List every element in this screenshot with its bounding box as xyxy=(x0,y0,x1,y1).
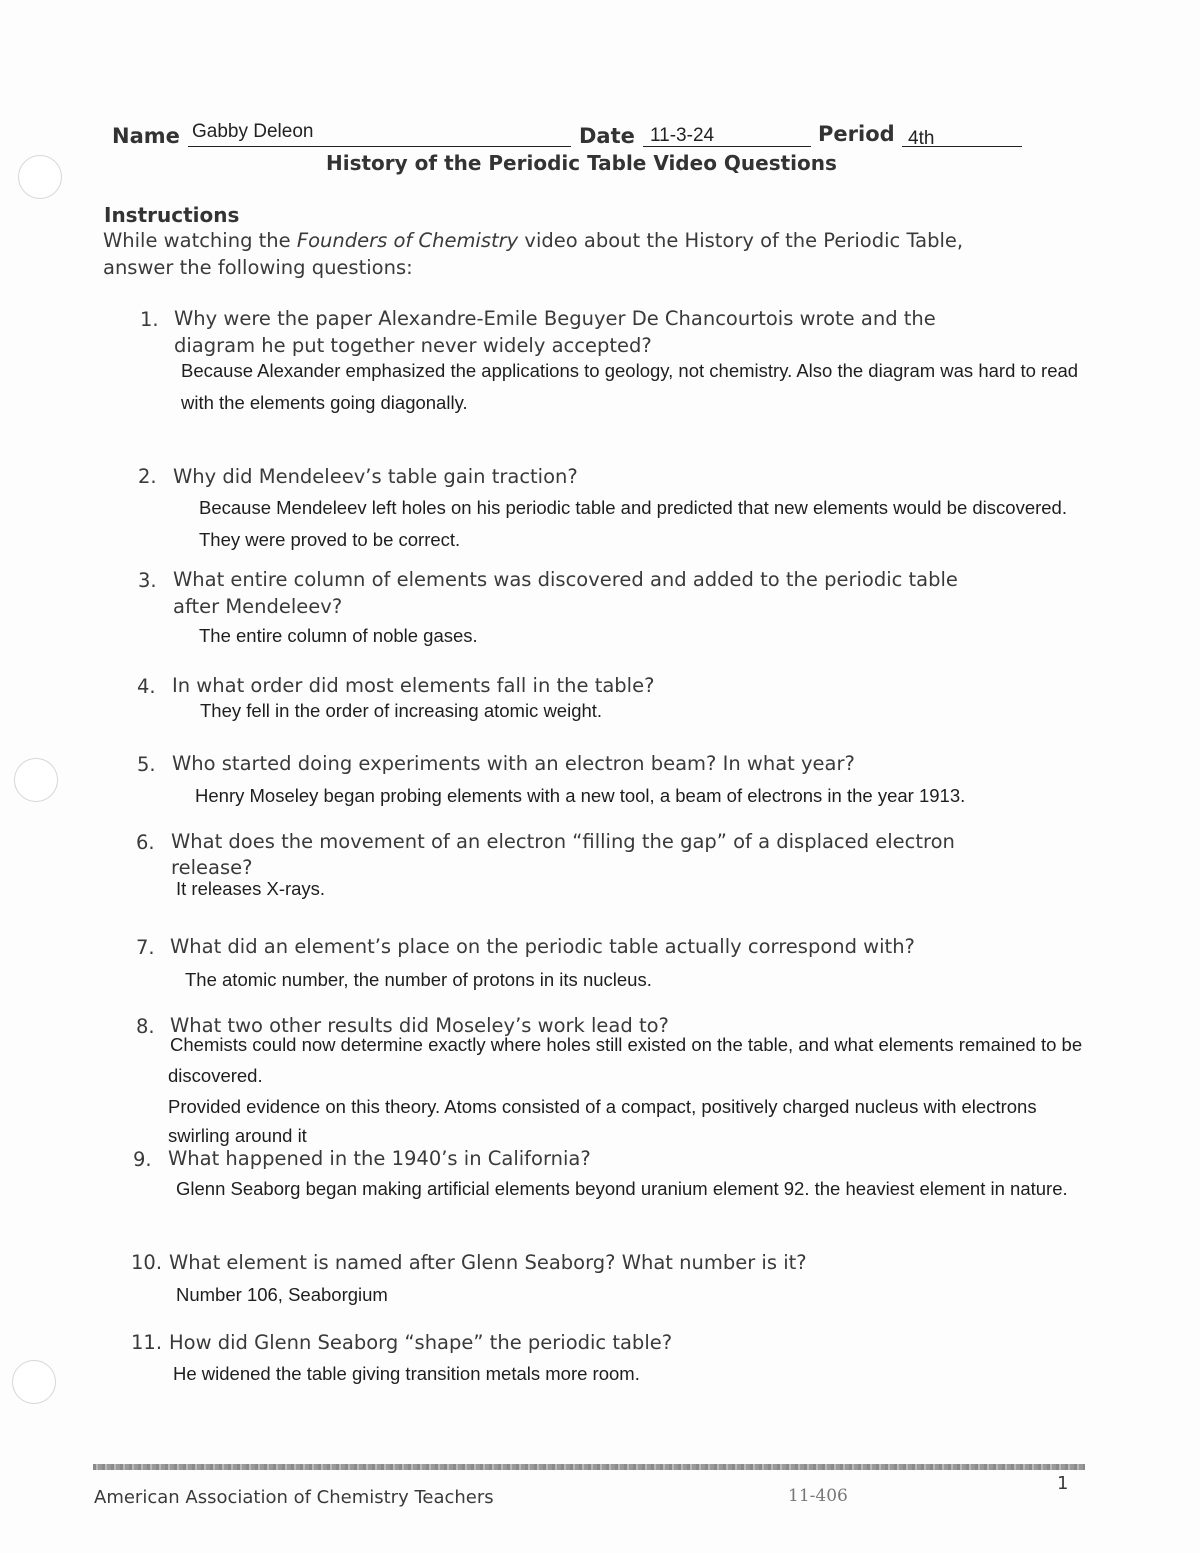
name-field[interactable]: Gabby Deleon xyxy=(192,121,314,142)
question-text: In what order did most elements fall in the table? xyxy=(172,674,655,697)
question-number: 5. xyxy=(137,753,156,776)
answer-text[interactable]: Because Alexander emphasized the applications to geology, not chemistry. Also the diagram was hard to read xyxy=(181,360,1079,381)
page-number: 1 xyxy=(1057,1473,1069,1494)
answer-text[interactable]: He widened the table giving transition metals more room. xyxy=(173,1363,640,1384)
date-label: Date xyxy=(579,124,635,148)
answer-text[interactable]: The entire column of noble gases. xyxy=(199,625,478,646)
question-text: What did an element’s place on the periodic table actually correspond with? xyxy=(170,935,915,958)
question-text: What entire column of elements was discovered and added to the periodic table xyxy=(173,568,958,591)
question-text: release? xyxy=(171,856,253,879)
question-number: 7. xyxy=(136,936,155,959)
question-number: 3. xyxy=(138,569,157,592)
answer-text[interactable]: with the elements going diagonally. xyxy=(181,392,468,413)
question-text: How did Glenn Seaborg “shape” the periodic table? xyxy=(169,1331,673,1354)
period-field[interactable]: 4th xyxy=(908,128,935,149)
question-number: 10. xyxy=(131,1251,163,1274)
answer-text[interactable]: Because Mendeleev left holes on his periodic table and predicted that new elements would be discovered. xyxy=(199,497,1067,518)
question-text: Who started doing experiments with an electron beam? In what year? xyxy=(172,752,855,775)
answer-text[interactable]: discovered. xyxy=(168,1065,263,1086)
question-number: 11. xyxy=(131,1331,163,1354)
instructions-text: While watching the Founders of Chemistry video about the History of the Periodic Table, xyxy=(103,229,964,252)
footer-divider xyxy=(93,1464,1085,1470)
period-underline xyxy=(902,146,1022,147)
footer-organization: American Association of Chemistry Teachers xyxy=(94,1487,494,1508)
answer-text[interactable]: It releases X-rays. xyxy=(176,878,326,899)
question-number: 2. xyxy=(138,465,157,488)
question-text: What happened in the 1940’s in California? xyxy=(168,1147,591,1170)
answer-text[interactable]: They fell in the order of increasing atomic weight. xyxy=(200,700,603,721)
answer-text[interactable]: Glenn Seaborg began making artificial elements beyond uranium element 92. the heaviest element in nature. xyxy=(176,1178,1068,1199)
answer-text[interactable]: swirling around it xyxy=(168,1125,307,1146)
period-label: Period xyxy=(818,122,895,146)
question-number: 6. xyxy=(136,831,155,854)
question-text: Why did Mendeleev’s table gain traction? xyxy=(173,465,578,488)
date-underline xyxy=(643,146,811,147)
question-number: 8. xyxy=(136,1015,155,1038)
page-title: History of the Periodic Table Video Questions xyxy=(326,151,837,175)
question-number: 1. xyxy=(140,308,159,331)
video-title: Founders of Chemistry xyxy=(296,229,519,252)
answer-text[interactable]: They were proved to be correct. xyxy=(199,529,461,550)
question-text: What does the movement of an electron “filling the gap” of a displaced electron xyxy=(171,830,955,853)
answer-text[interactable]: Henry Moseley began probing elements with a new tool, a beam of electrons in the year 1913. xyxy=(195,785,966,806)
binder-hole-top xyxy=(18,155,62,199)
question-text: Why were the paper Alexandre-Emile Beguyer De Chancourtois wrote and the xyxy=(174,307,936,330)
question-text: What element is named after Glenn Seaborg? What number is it? xyxy=(169,1251,807,1274)
question-text: What two other results did Moseley’s work lead to? xyxy=(170,1014,669,1037)
question-number: 4. xyxy=(137,675,156,698)
answer-text[interactable]: Chemists could now determine exactly where holes still existed on the table, and what elements remained to be xyxy=(170,1034,1083,1055)
name-underline xyxy=(188,146,571,147)
question-number: 9. xyxy=(133,1148,152,1171)
answer-text[interactable]: Provided evidence on this theory. Atoms consisted of a compact, positively charged nucleus with electrons xyxy=(168,1096,1037,1117)
footer-code: 11-406 xyxy=(788,1486,848,1506)
question-text: after Mendeleev? xyxy=(173,595,343,618)
instructions-text-line2: answer the following questions: xyxy=(103,256,413,279)
date-field[interactable]: 11-3-24 xyxy=(650,125,715,146)
answer-text[interactable]: Number 106, Seaborgium xyxy=(176,1284,388,1305)
binder-hole-middle xyxy=(14,758,58,802)
instructions-heading: Instructions xyxy=(104,203,240,227)
name-label: Name xyxy=(112,124,180,148)
question-text: diagram he put together never widely accepted? xyxy=(174,334,652,357)
binder-hole-bottom xyxy=(12,1360,56,1404)
answer-text[interactable]: The atomic number, the number of protons in its nucleus. xyxy=(185,969,652,990)
